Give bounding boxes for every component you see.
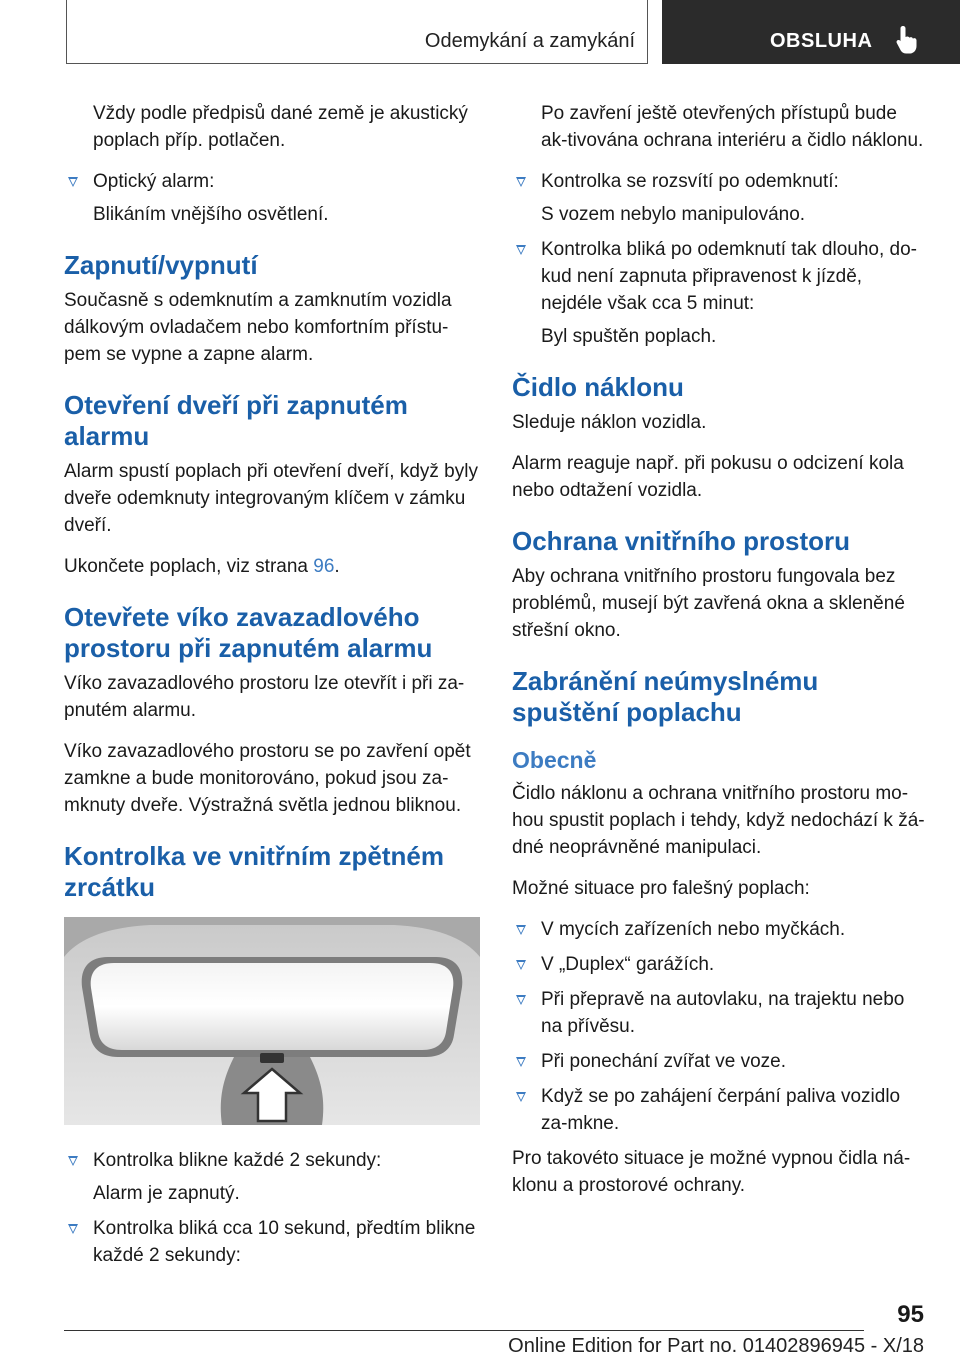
ukonceni-text: Ukončete poplach, viz strana (64, 556, 314, 577)
right-column (512, 100, 928, 1213)
paragraph-viko-1: Víko zavazadlového prostoru lze otevřít i při za-pnutém alarmu. (64, 673, 465, 721)
list-item (512, 1083, 928, 1137)
list-item (512, 1048, 928, 1075)
footer-edition: Online Edition for Part no. 01402896945 - X/18 (508, 1335, 924, 1357)
chapter-tab (66, 0, 648, 64)
bullet-text: Při přepravě na autovlaku, na trajektu nebo na přívěsu. (541, 989, 905, 1037)
list-item (64, 1215, 480, 1269)
list-item (64, 1147, 480, 1207)
heading-ochrana: Ochrana vnitřního prostoru (512, 526, 851, 556)
continuation-paragraph: Po zavření ještě otevřených přístupů bude ak-tivována ochrana interiéru a čidlo náklonu. (541, 103, 924, 151)
bullet-text: Kontrolka bliká cca 10 sekund, předtím blikne každé 2 sekundy: (93, 1218, 476, 1266)
subheading-obecne: Obecně (512, 747, 597, 773)
list-item (512, 951, 928, 978)
list-item (512, 168, 928, 228)
bullet-text: V „Duplex“ garážích. (541, 954, 715, 975)
heading-dvere: Otevření dveří při zapnutém alarmu (64, 390, 408, 451)
paragraph-situace: Možné situace pro falešný poplach: (512, 878, 810, 899)
heading-zabraneni: Zabránění neúmyslnému spuštění poplachu (512, 666, 819, 727)
paragraph-zapnuti: Současně s odemknutím a zamknutím vozidla dálkovým ovladačem nebo komfortním přístu-pem se vypne a zapne alarm. (64, 290, 452, 365)
bullet-text: Kontrolka blikne každé 2 sekundy: (93, 1150, 382, 1171)
bullet-result: S vozem nebylo manipulováno. (541, 204, 806, 225)
rear-view-mirror-illustration (64, 917, 480, 1125)
left-column (64, 100, 480, 1277)
list-item (64, 168, 480, 228)
paragraph-zaver: Pro takovéto situace je možné vypnou čidla ná-klonu a prostorové ochrany. (512, 1148, 911, 1196)
bullet-result: Byl spuštěn poplach. (541, 326, 717, 347)
bullet-result: Alarm je zapnutý. (93, 1183, 240, 1204)
paragraph-ukonceni (64, 553, 480, 580)
heading-viko: Otevřete víko zavazadlového prostoru při zapnutém alarmu (64, 602, 433, 663)
bullet-triangle-icon (516, 1092, 526, 1102)
heading-zapnuti: Zapnutí/vypnutí (64, 250, 258, 280)
bullet-text: V mycích zařízeních nebo myčkách. (541, 919, 846, 940)
bullet-triangle-icon (516, 925, 526, 935)
paragraph-dvere: Alarm spustí poplach při otevření dveří, když byly dveře odemknuty integrovaným klíčem v zámku dveří. (64, 461, 478, 536)
bullet-text: Při ponechání zvířat ve voze. (541, 1051, 787, 1072)
page-link-96[interactable]: 96 (313, 556, 335, 577)
bullet-text: Kontrolka bliká po odemknutí tak dlouho, do-kud není zapnuta připravenost k jízdě, nejdéle však cca 5 minut: (541, 239, 918, 314)
bullet-triangle-icon (68, 1224, 78, 1234)
bullet-result: Blikáním vnějšího osvětlení. (93, 204, 329, 225)
paragraph-obecne: Čidlo náklonu a ochrana vnitřního prostoru mo-hou spustit poplach i tehdy, když nedochází k žá-dné neoprávněné manipulaci. (512, 783, 925, 858)
bullet-triangle-icon (516, 960, 526, 970)
paragraph-cidlo-1: Sleduje náklon vozidla. (512, 412, 707, 433)
bullet-triangle-icon (516, 1057, 526, 1067)
list-item (512, 236, 928, 350)
bullet-triangle-icon (68, 177, 78, 187)
chapter-title: Odemykání a zamykání (424, 30, 635, 52)
paragraph-cidlo-2: Alarm reaguje např. při pokusu o odcizení kola nebo odtažení vozidla. (512, 453, 904, 501)
list-item (512, 916, 928, 943)
paragraph-viko-2: Víko zavazadlového prostoru se po zavření opět zamkne a bude monitorováno, pokud jsou za-mknuty dveře. Výstražná světla jednou bliknou. (64, 741, 471, 816)
footer-divider (64, 1330, 864, 1331)
heading-cidlo: Čidlo náklonu (512, 372, 684, 402)
paragraph-ochrana: Aby ochrana vnitřního prostoru fungovala bez problémů, musejí být zavřená okna a skleněné střešní okno. (512, 566, 905, 641)
page-number: 95 (897, 1301, 924, 1328)
intro-paragraph: Vždy podle předpisů dané země je akustický poplach příp. potlačen. (93, 103, 468, 151)
ukonceni-suffix: . (334, 556, 340, 577)
bullet-text: Kontrolka se rozsvítí po odemknutí: (541, 171, 839, 192)
bullet-triangle-icon (516, 995, 526, 1005)
heading-kontrolka: Kontrolka ve vnitřním zpětném zrcátku (64, 841, 444, 902)
section-tab (662, 0, 960, 64)
bullet-text: Optický alarm: (93, 171, 215, 192)
bullet-triangle-icon (516, 177, 526, 187)
bullet-triangle-icon (516, 245, 526, 255)
pointing-hand-icon (894, 24, 920, 56)
section-label: OBSLUHA (770, 30, 873, 52)
list-item (512, 986, 928, 1040)
bullet-text: Když se po zahájení čerpání paliva vozidlo za-mkne. (541, 1086, 901, 1134)
bullet-triangle-icon (68, 1156, 78, 1166)
